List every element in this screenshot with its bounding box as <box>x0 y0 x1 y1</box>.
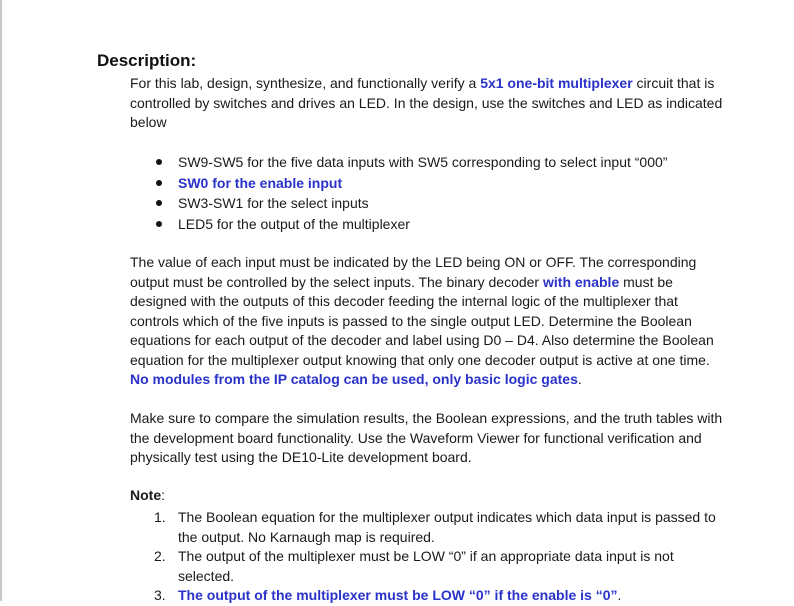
requirements-text-cont: must be designed with the outputs of this decoder feeding the internal logic of the multiplexer that controls which of the five inputs is passed to the single output LED. Determine the Boolean equations for each output of the decoder and label using D0 – D4. Also determine the Boolean equation for the multiplexer output knowing that only one decoder output is active at one time. <box>130 273 714 368</box>
note-label-text: Note <box>130 487 162 503</box>
list-item <box>130 193 730 214</box>
bullet-icon <box>156 200 162 206</box>
list-item-text: SW9-SW5 for the five data inputs with SW5 corresponding to select input “000” <box>178 154 668 170</box>
note-item <box>130 547 730 586</box>
note-label <box>130 487 165 503</box>
intro-paragraph <box>130 74 730 133</box>
intro-highlight: 5x1 one-bit multiplexer <box>480 75 633 91</box>
ip-catalog-highlight: No modules from the IP catalog can be used, only basic logic gates <box>130 371 578 387</box>
note-number: 1. <box>154 509 166 525</box>
list-item-text: SW0 for the enable input <box>178 174 343 191</box>
list-item <box>130 173 730 194</box>
bullet-icon <box>156 180 162 186</box>
enable-highlight: with enable <box>543 273 620 290</box>
note-number: 2. <box>154 548 166 564</box>
intro-text: For this lab, design, synthesize, and functionally verify a <box>130 75 481 91</box>
intro-text-end: circuit that is controlled by switches and drives an LED. In the design, use the switches and LED as indicated below <box>130 75 723 130</box>
bullet-icon <box>156 159 162 165</box>
list-item-text: SW3-SW1 for the select inputs <box>178 195 369 211</box>
note-number: 3. <box>154 587 166 603</box>
section-heading: Description: <box>97 51 197 70</box>
note-text: The output of the multiplexer must be LOW “0” if an appropriate data input is not selected. <box>178 548 674 584</box>
list-item-text: LED5 for the output of the multiplexer <box>178 215 410 232</box>
note-text: The Boolean equation for the multiplexer output indicates which data input is passed to the output. No Karnaugh map is required. <box>178 509 716 545</box>
notes-list <box>130 508 730 606</box>
period: . <box>577 371 582 387</box>
list-item <box>130 152 730 173</box>
list-item <box>130 214 730 235</box>
note-text: The output of the multiplexer must be LOW “0” if the enable is “0” <box>178 587 618 603</box>
note-period: . <box>617 587 622 603</box>
verification-paragraph: Make sure to compare the simulation results, the Boolean expressions, and the truth tables with the development board functionality. Use the Waveform Viewer for functional verification and physically test using the DE10-Lite development board. <box>130 410 723 465</box>
bullet-icon <box>156 221 162 227</box>
io-assignment-list <box>130 152 730 234</box>
note-item <box>130 508 730 547</box>
note-colon: : <box>161 487 166 503</box>
note-item <box>130 586 730 606</box>
requirements-paragraph <box>130 253 730 390</box>
requirements-text: The value of each input must be indicated by the LED being ON or OFF. The corresponding output must be controlled by the select inputs. The binary decoder <box>130 254 697 290</box>
